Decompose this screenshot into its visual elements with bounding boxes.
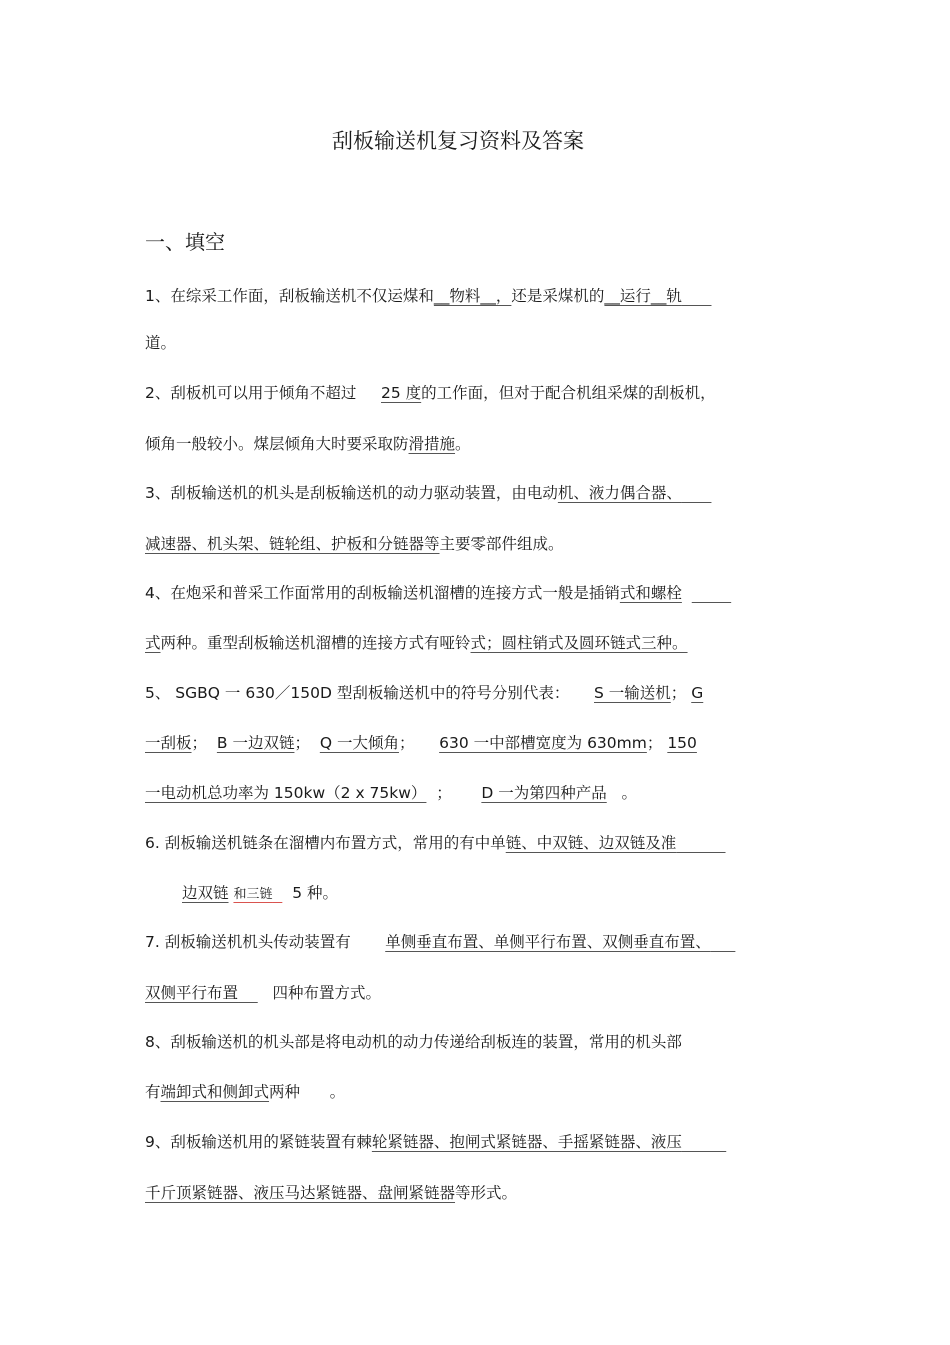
answer-blank: S 一输送机 [594,684,671,702]
answer-blank: 端卸式和侧卸式 [160,1083,270,1101]
answer-blank: 边双链 [182,884,229,902]
q9-line-1: 9、刮板输送机用的紧链装置有棘轮紧链器、抱闸式紧链器、手摇紧链器、液压 [145,1133,682,1151]
answer-blank: G [691,684,704,702]
answer-blank-handwritten: 和三链 [233,887,273,902]
q4-line-1: 4、在炮采和普采工作面常用的刮板输送机溜槽的连接方式一般是插销式和螺栓 [145,584,682,602]
q9-line-2: 千斤顶紧链器、液压马达紧链器、盘闸紧链器等形式。 [145,1184,518,1202]
answer-blank: 一电动机总功率为 150kw（2 x 75kw） [145,784,427,802]
answer-blank: 一刮板 [145,734,192,752]
q3-line-1: 3、刮板输送机的机头是刮板输送机的动力驱动装置，由电动机、液力偶合器、 [145,484,682,502]
q3-line-2: 减速器、机头架、链轮组、护板和分链器等主要零部件组成。 [145,535,564,553]
answer-blank: Q 一大倾角 [319,734,399,752]
answer-blank: 轮紧链器、抱闸式紧链器、手摇紧链器、液压 [371,1133,682,1151]
q6-line-1: 6. 刮板输送机链条在溜槽内布置方式，常用的有中单链、中双链、边双链及准 [145,834,677,852]
q6-line-2: 边双链 和三链 5 种。 [182,884,338,902]
answer-blank: 千斤顶紧链器、液压马达紧链器、盘闸紧链器 [145,1184,456,1202]
answer-blank: __物料__， [433,287,512,305]
q4-line-2: 式两种。重型刮板输送机溜槽的连接方式有哑铃式；圆柱销式及圆环链式三种。 [145,634,688,652]
answer-blank: 630 一中部槽宽度为 630mm [439,734,647,752]
q8-line-1: 8、刮板输送机的机头部是将电动机的动力传递给刮板连的装置，常用的机头部 [145,1033,682,1051]
answer-blank: D 一为第四种产品 [481,784,607,802]
q2-line-2: 倾角一般较小。煤层倾角大时要采取防滑措施。 [145,435,471,453]
q7-line-1: 7. 刮板输送机机头传动装置有 单侧垂直布置、单侧平行布置、双侧垂直布置、 [145,933,711,951]
q8-line-2: 有端卸式和侧卸式两种 。 [145,1083,346,1101]
q5-line-2: 一刮板； B 一边双链； Q 一大倾角； 630 一中部槽宽度为 630mm； 150 [145,734,697,752]
section-heading: 一、填空 [145,230,225,254]
answer-blank: B 一边双链 [216,734,295,752]
q2-line-1: 2、刮板机可以用于倾角不超过 25 度的工作面，但对于配合机组采煤的刮板机， [145,384,716,402]
q1-line-2: 道。 [145,334,177,352]
answer-blank: 式 [145,634,161,652]
answer-blank: 减速器、机头架、链轮组、护板和分链器等 [145,535,440,553]
q7-line-2: 双侧平行布置 四种布置方式。 [145,984,382,1002]
answer-blank: __运行__轨 [604,287,682,305]
answer-blank: 双侧平行布置 [145,984,239,1002]
q5-line-1: 5、 SGBQ 一 630／150D 型刮板输送机中的符号分别代表： S 一输送机； G [145,684,704,702]
answer-blank: 滑措施 [408,435,456,453]
answer-blank: 链、中双链、边双链及准 [505,834,677,852]
q5-line-3: 一电动机总功率为 150kw（2 x 75kw） ； D 一为第四种产品 。 [145,784,638,802]
answer-blank: 机、液力偶合器、 [557,484,682,502]
q1-line-1: 1、在综采工作面，刮板输送机不仅运煤和__物料__，还是采煤机的__运行__轨 [145,287,682,305]
answer-blank: 150 [667,734,697,752]
answer-blank: 单侧垂直布置、单侧平行布置、双侧垂直布置、 [385,933,711,951]
answer-blank: 式；圆柱销式及圆环链式三种。 [470,634,688,652]
document-title: 刮板输送机复习资料及答案 [332,129,584,153]
answer-blank: 25 度 [381,384,422,402]
answer-blank: 式和螺栓 [619,584,682,602]
